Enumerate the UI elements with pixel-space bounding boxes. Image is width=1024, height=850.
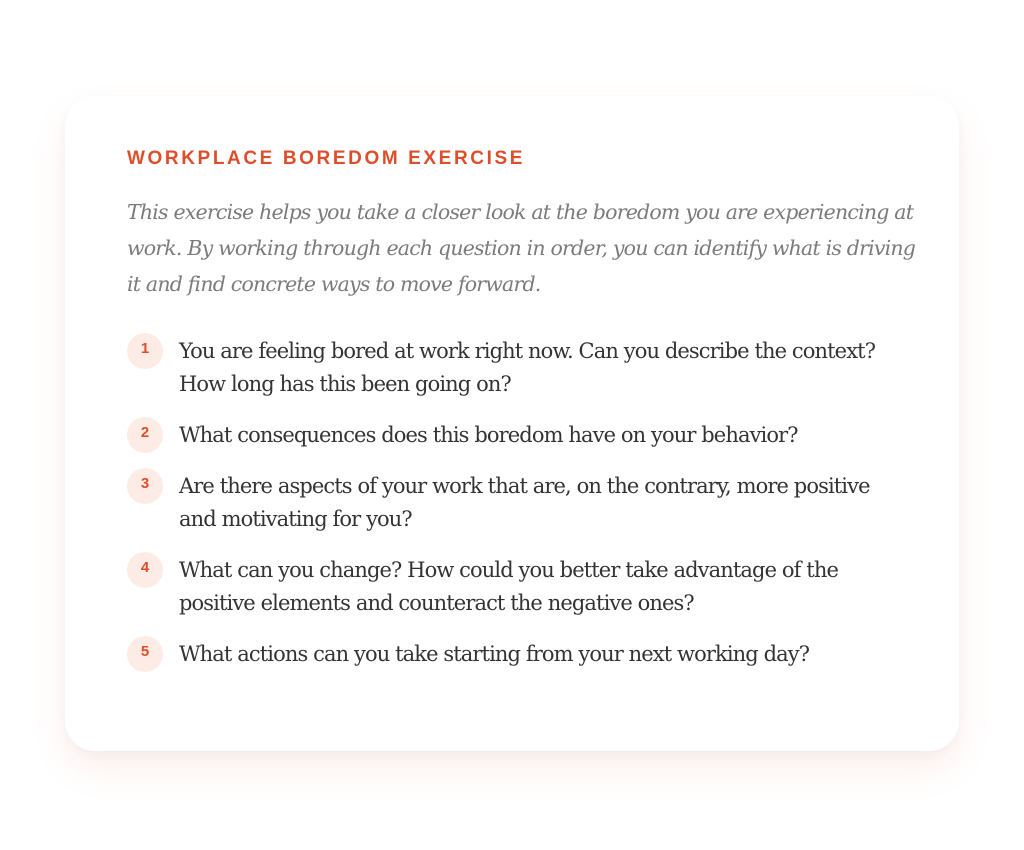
- question-number-badge: 3: [127, 468, 163, 504]
- question-number-badge: 4: [127, 552, 163, 588]
- question-list: [127, 335, 907, 689]
- question-item: [127, 638, 907, 671]
- question-item: [127, 335, 907, 401]
- question-item: [127, 470, 907, 536]
- exercise-title: WORKPLACE BOREDOM EXERCISE: [127, 148, 526, 169]
- question-number-badge: 5: [127, 636, 163, 672]
- question-item: [127, 554, 907, 620]
- question-text: What can you change? How could you better take advantage of the positive elements and counteract the negative ones?: [179, 558, 838, 615]
- question-number-badge: 2: [127, 417, 163, 453]
- question-number-badge: 1: [127, 333, 163, 369]
- question-text: What actions can you take starting from your next working day?: [179, 642, 810, 666]
- question-item: [127, 419, 907, 452]
- question-text: Are there aspects of your work that are, on the contrary, more positive and motivating for you?: [179, 474, 870, 531]
- question-text: What consequences does this boredom have on your behavior?: [179, 423, 798, 447]
- exercise-card: [65, 96, 959, 751]
- question-text: You are feeling bored at work right now. Can you describe the context? How long has this been going on?: [179, 339, 876, 396]
- exercise-intro: This exercise helps you take a closer look at the boredom you are experiencing at work. By working through each question in order, you can identify what is driving it and find concrete ways to move forward.: [127, 200, 916, 296]
